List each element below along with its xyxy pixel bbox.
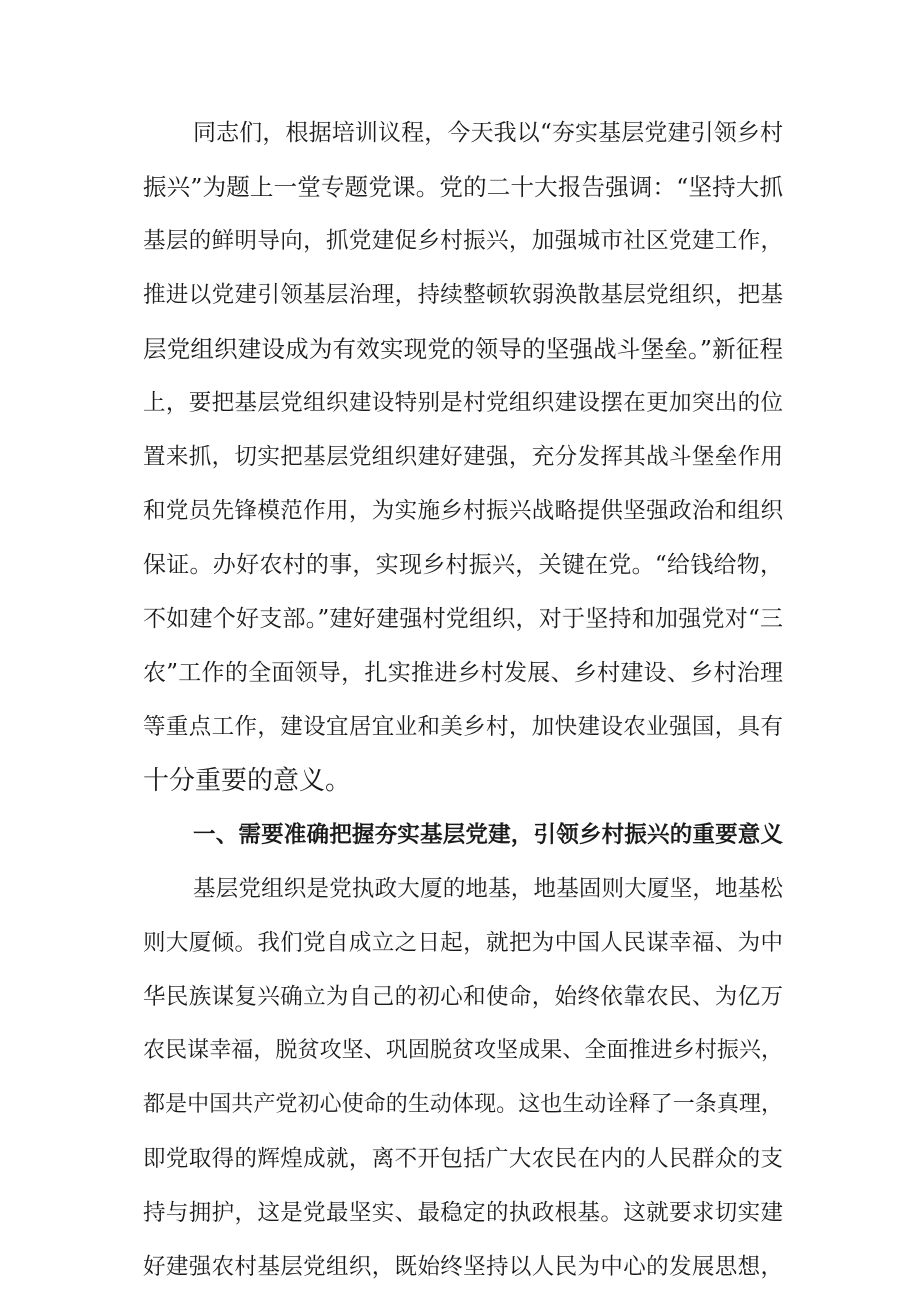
paragraph-line: 置来抓，切实把基层党组织建好建强，充分发挥其战斗堡垒作用 bbox=[143, 444, 783, 470]
paragraph-line: 不如建个好支部。”建好建强村党组织，对于坚持和加强党对“三 bbox=[143, 606, 783, 632]
paragraph-line: 都是中国共产党初心使命的生动体现。这也生动诠释了一条真理， bbox=[143, 1092, 783, 1117]
paragraph-line: 基层党组织是党执政大厦的地基，地基固则大厦坚，地基松 bbox=[193, 876, 783, 902]
section-heading: 一、需要准确把握夯实基层党建，引领乡村振兴的重要意义 bbox=[193, 822, 783, 848]
paragraph-line: 十分重要的意义。 bbox=[143, 766, 352, 796]
paragraph-line: 华民族谋复兴确立为自己的初心和使命，始终依靠农民、为亿万 bbox=[143, 984, 783, 1010]
paragraph-line: 和党员先锋模范作用，为实施乡村振兴战略提供坚强政治和组织 bbox=[143, 498, 783, 524]
paragraph-line: 上，要把基层党组织建设特别是村党组织建设摆在更加突出的位 bbox=[143, 390, 783, 416]
paragraph-line: 好建强农村基层党组织，既始终坚持以人民为中心的发展思想， bbox=[143, 1254, 783, 1280]
paragraph-line: 同志们，根据培训议程，今天我以“夯实基层党建引领乡村 bbox=[193, 120, 783, 146]
paragraph-line: 层党组织建设成为有效实现党的领导的坚强战斗堡垒。”新征程 bbox=[143, 335, 783, 363]
paragraph-line: 保证。办好农村的事，实现乡村振兴，关键在党。“给钱给物， bbox=[143, 552, 783, 578]
paragraph-line: 农民谋幸福，脱贫攻坚、巩固脱贫攻坚成果、全面推进乡村振兴， bbox=[143, 1038, 783, 1063]
paragraph-line: 持与拥护，这是党最坚实、最稳定的执政根基。这就要求切实建 bbox=[143, 1200, 783, 1226]
paragraph-line: 农”工作的全面领导，扎实推进乡村发展、乡村建设、乡村治理 bbox=[143, 660, 783, 686]
paragraph-line: 等重点工作，建设宜居宜业和美乡村，加快建设农业强国，具有 bbox=[143, 714, 783, 740]
paragraph-line: 振兴”为题上一堂专题党课。党的二十大报告强调：“坚持大抓 bbox=[143, 173, 783, 201]
paragraph-line: 基层的鲜明导向，抓党建促乡村振兴，加强城市社区党建工作， bbox=[143, 228, 783, 254]
paragraph-line: 则大厦倾。我们党自成立之日起，就把为中国人民谋幸福、为中 bbox=[143, 930, 783, 956]
paragraph-line: 即党取得的辉煌成就，离不开包括广大农民在内的人民群众的支 bbox=[143, 1146, 783, 1172]
paragraph-line: 推进以党建引领基层治理，持续整顿软弱涣散基层党组织，把基 bbox=[143, 282, 783, 308]
